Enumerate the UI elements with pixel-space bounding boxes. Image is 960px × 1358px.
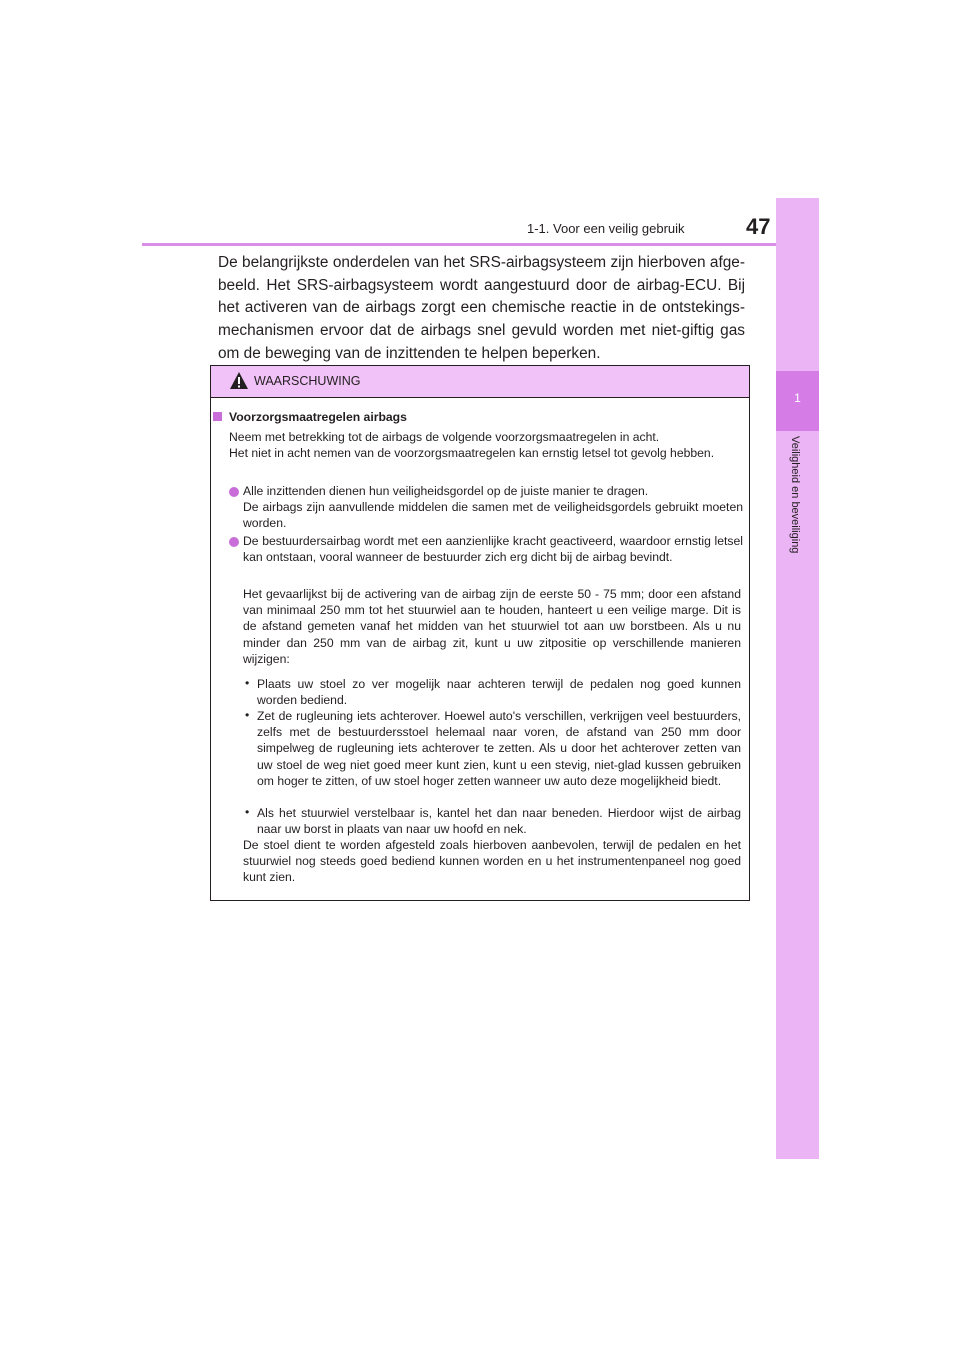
intro-paragraph: De belangrijkste onderdelen van het SRS-airbagsysteem zijn hierboven afge- beeld. Het SRS-airbagsysteem wordt aangestuurd door de airbag-ECU. Bij het activeren van de airbags zorgt een chemische reactie in de ontstekings- mechanismen ervoor dat de airbags snel gevuld worden met niet-giftig gas om de beweging van de inzittenden te helpen beperken. <box>218 254 745 362</box>
point-1-detail: De airbags zijn aanvullende middelen die samen met de veiligheidsgordels gebruikt moeten worden. <box>243 500 743 531</box>
bullet-mark: • <box>245 708 250 722</box>
bullet-item: Zet de rugleuning iets achterover. Hoewel auto's verschillen, verkrijgen veel bestuurders, zelfs met de bestuurdersstoel helemaal naar voren, de afstand van 250 mm door simpelweg de rugleuning iets achterover te zetten. Als u door het achterover zetten van uw stoel de weg niet goed meer kunt zien, kunt u een stevig, niet-glad kussen gebruiken om hoger te zitten, of uw stoel hoger zetten wanneer uw auto deze mogelijkheid biedt. <box>257 709 741 788</box>
warning-triangle-icon <box>229 371 249 390</box>
bullet-mark: • <box>245 676 250 690</box>
bullet-item: Als het stuurwiel verstelbaar is, kantel het dan naar beneden. Hierdoor wijst de airbag naar uw borst in plaats van naar uw hoofd en nek. <box>257 806 741 837</box>
chapter-label: Veiligheid en beveiliging <box>789 436 801 554</box>
chapter-tab <box>776 198 819 1159</box>
point-2-text: De bestuurdersairbag wordt met een aanzienlijke kracht geactiveerd, waardoor ernstig letsel kan ontstaan, vooral wanneer de bestuurder zich erg dicht bij de airbag bevindt. <box>243 534 743 565</box>
warning-intro-2: Het niet in acht nemen van de voorzorgsmaatregelen kan ernstig letsel tot gevolg hebben. <box>229 446 715 460</box>
point-2-detail: Het gevaarlijkst bij de activering van de airbag zijn de eerste 50 - 75 mm; door een afstand van minimaal 250 mm tot het stuurwiel aan te houden, hanteert u een veilige marge. Dit is de afstand gemeten vanaf het midden van het stuurwiel tot aan uw borstbeen. Als u nu minder dan 250 mm van de airbag zit, kunt u uw zitpositie op verschillende manieren wijzigen: <box>243 587 741 666</box>
warning-header <box>211 366 749 398</box>
bullet-item: Plaats uw stoel zo ver mogelijk naar achteren terwijl de pedalen nog goed kunnen worden bediend. <box>257 677 741 708</box>
warning-closing: De stoel dient te worden afgesteld zoals hierboven aanbevolen, terwijl de pedalen en het stuurwiel nog steeds goed bediend kunnen worden en u het instrumentenpaneel nog goed kunt zien. <box>243 838 741 885</box>
warning-title: WAARSCHUWING <box>254 374 361 388</box>
warning-heading: Voorzorgsmaatregelen airbags <box>229 410 407 424</box>
bullet-dot-icon <box>229 487 239 497</box>
chapter-number: 1 <box>794 391 801 405</box>
warning-intro-1: Neem met betrekking tot de airbags de volgende voorzorgsmaatregelen in acht. <box>229 430 660 444</box>
warning-box <box>210 365 750 901</box>
section-title: 1-1. Voor een veilig gebruik <box>527 221 685 236</box>
page-number: 47 <box>746 214 771 239</box>
point-1-text: Alle inzittenden dienen hun veiligheidsgordel op de juiste manier te dragen. <box>243 484 649 498</box>
header-rule <box>142 243 819 246</box>
heading-square-icon <box>213 412 222 421</box>
bullet-dot-icon <box>229 537 239 547</box>
bullet-mark: • <box>245 805 250 819</box>
